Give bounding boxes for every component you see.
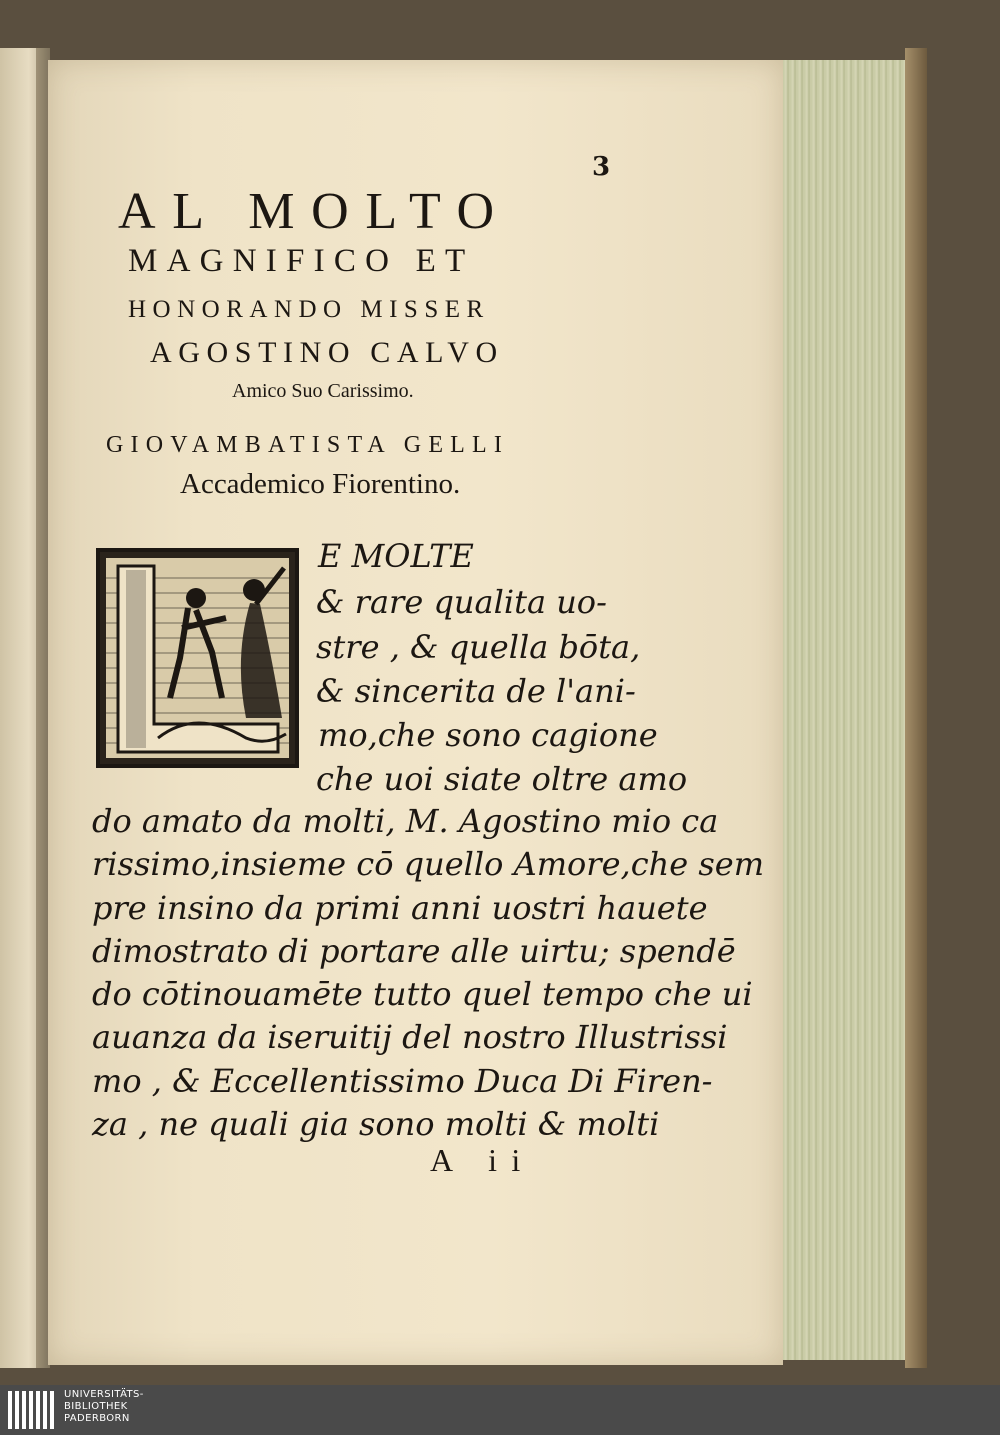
- dedication-heading-line-3: HONORANDO MISSER: [128, 296, 490, 323]
- decorated-initial-L: [96, 548, 299, 768]
- author-title: Accademico Fiorentino.: [180, 468, 461, 500]
- text-line: dimostrato di portare alle uirtu; spendē: [92, 932, 736, 970]
- library-footer: [0, 1385, 1000, 1435]
- text-line: pre insino da primi anni uostri hauete: [92, 889, 708, 927]
- book-cover-edge: [905, 48, 927, 1368]
- dedication-heading-line-2: MAGNIFICO ET: [128, 243, 475, 279]
- dedication-heading-line-5: Amico Suo Carissimo.: [232, 380, 414, 402]
- text-line: rissimo,insieme cō quello Amore,che sem: [92, 845, 765, 883]
- text-line: za , ne quali gia sono molti & molti: [92, 1105, 660, 1143]
- text-line: auanza da iseruitij del nostro Illustrissi: [92, 1018, 728, 1056]
- library-name-line: PADERBORN: [64, 1413, 130, 1424]
- signature-mark: A ii: [430, 1142, 535, 1178]
- text-line: & rare qualita uo-: [316, 583, 607, 621]
- author-name: GIOVAMBATISTA GELLI: [106, 432, 510, 458]
- dedication-heading-line-4: AGOSTINO CALVO: [150, 336, 504, 369]
- library-name: [64, 1389, 144, 1425]
- text-line: & sincerita de l'ani-: [316, 672, 636, 710]
- dedication-heading-line-1: AL MOLTO: [118, 183, 511, 240]
- text-line: do cōtinouamēte tutto quel tempo che ui: [92, 975, 753, 1013]
- text-line: do amato da molti, M. Agostino mio ca: [92, 802, 719, 840]
- library-name-line: UNIVERSITÄTS-: [64, 1389, 144, 1400]
- text-line: mo , & Eccellentissimo Duca Di Firen-: [92, 1062, 713, 1100]
- text-line: E MOLTE: [318, 537, 474, 575]
- text-line: che uoi siate oltre amo: [316, 760, 688, 798]
- library-logo-icon: [8, 1391, 58, 1429]
- page-number: 3: [592, 152, 611, 182]
- library-name-line: BIBLIOTHEK: [64, 1401, 128, 1412]
- page-block-edge: [783, 60, 911, 1360]
- woodcut-illustration: [96, 548, 299, 768]
- text-line: stre , & quella bōta,: [316, 628, 641, 666]
- text-line: mo,che sono cagione: [318, 716, 658, 754]
